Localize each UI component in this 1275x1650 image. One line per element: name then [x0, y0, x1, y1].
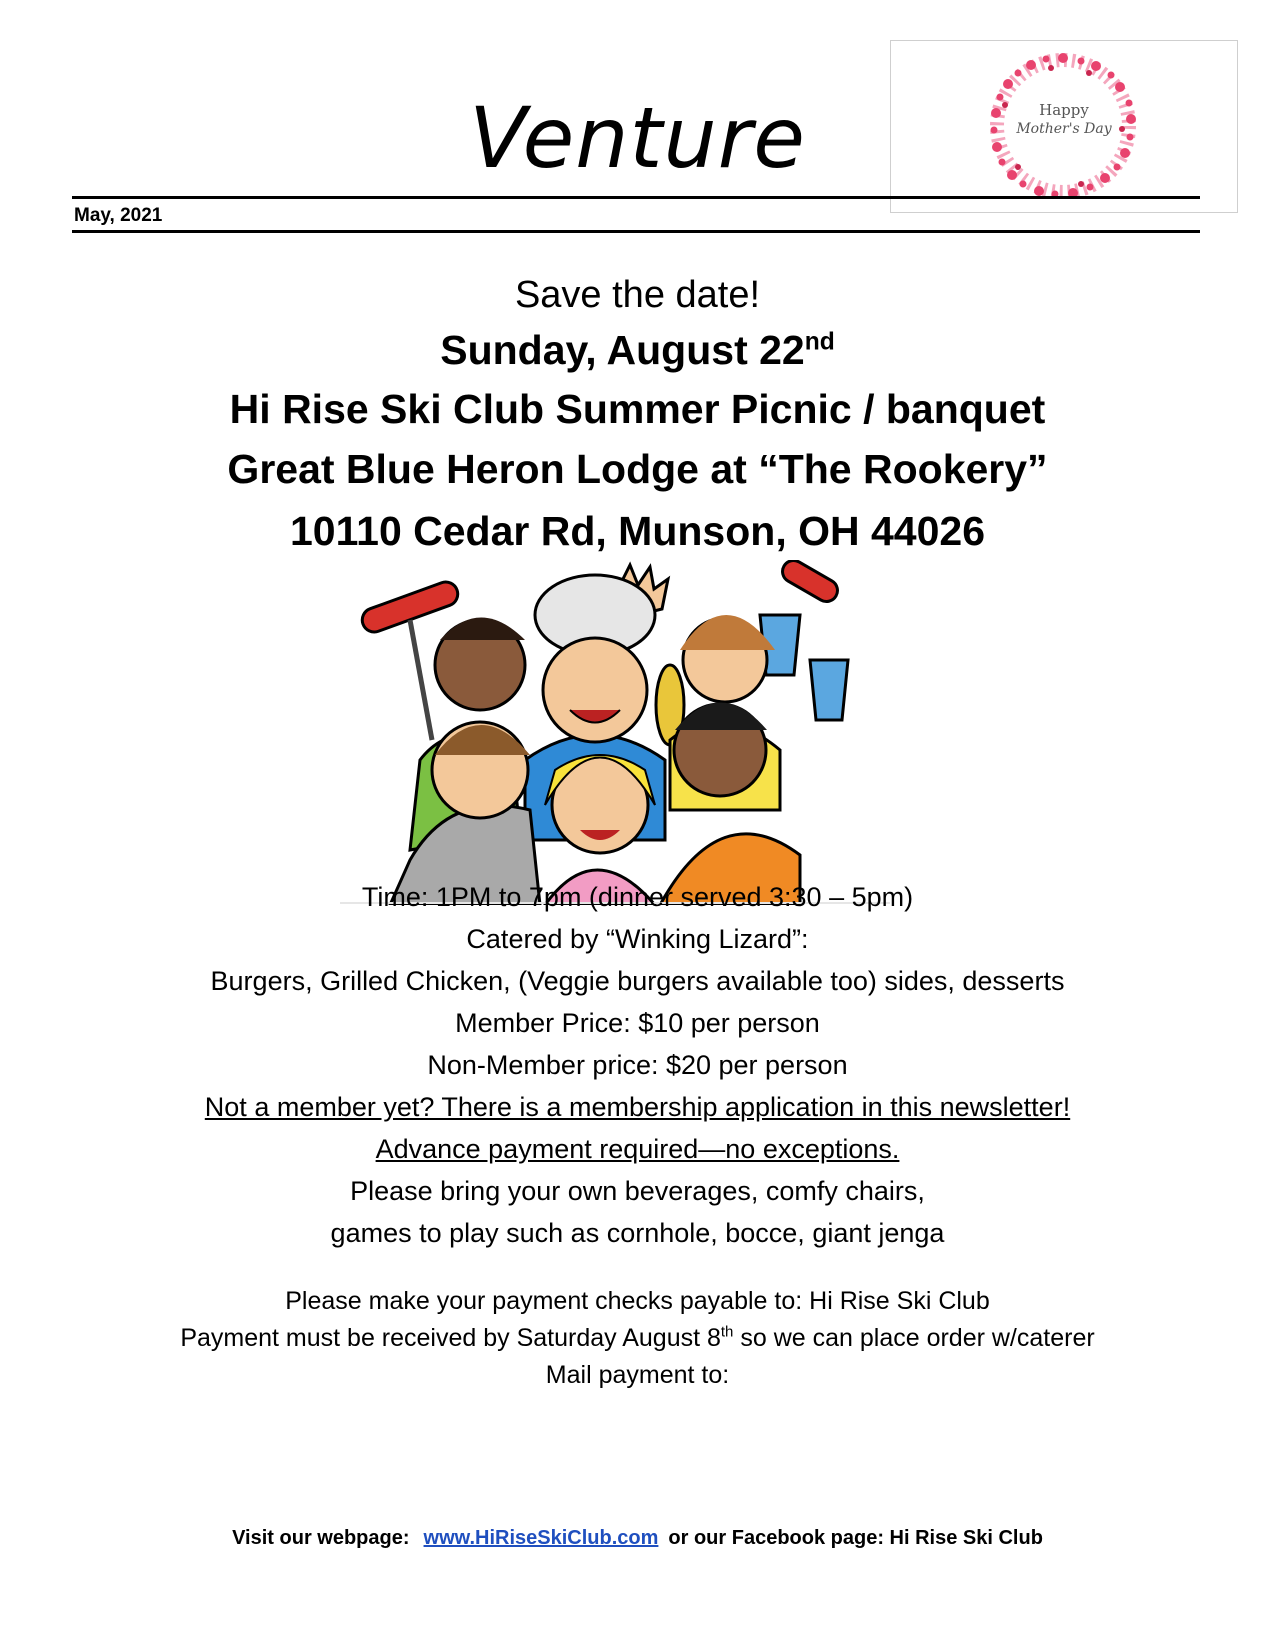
- event-address: 10110 Cedar Rd, Munson, OH 44026: [290, 508, 985, 554]
- website-link[interactable]: www.HiRiseSkiClub.com: [423, 1527, 659, 1549]
- footer: [0, 1527, 1275, 1550]
- payment-deadline-post: so we can place order w/caterer: [733, 1324, 1095, 1352]
- newsletter-title: Venture: [469, 89, 806, 187]
- event-date-main: Sunday, August 22: [440, 327, 805, 373]
- caterer: Catered by “Winking Lizard”:: [466, 924, 809, 954]
- header-rule-top: [72, 196, 1200, 199]
- badge-line-2: Mother's Day: [1016, 121, 1112, 137]
- picnic-people-illustration: [340, 560, 890, 905]
- issue-date: May, 2021: [74, 205, 163, 226]
- payment-deadline-suffix: th: [720, 1323, 734, 1341]
- footer-visit-label: Visit our webpage:: [232, 1527, 410, 1549]
- mail-payment: Mail payment to:: [545, 1361, 730, 1389]
- member-price: Member Price: $10 per person: [455, 1008, 820, 1038]
- event-time: Time: 1PM to 7pm (dinner served 3:30 – 5pm): [361, 882, 914, 912]
- nonmember-price: Non-Member price: $20 per person: [427, 1050, 848, 1080]
- event-name: Hi Rise Ski Club Summer Picnic / banquet: [229, 386, 1046, 432]
- menu: Burgers, Grilled Chicken, (Veggie burgers available too) sides, desserts: [210, 966, 1065, 996]
- payment-checks: Please make your payment checks payable to: Hi Rise Ski Club: [285, 1287, 990, 1315]
- event-date: [0, 325, 1275, 375]
- header-rule-bottom: [72, 230, 1200, 233]
- footer-facebook: or our Facebook page: Hi Rise Ski Club: [668, 1527, 1043, 1549]
- save-the-date: Save the date!: [514, 274, 761, 316]
- badge-line-1: Happy: [1039, 101, 1089, 119]
- bring-items-line-2: games to play such as cornhole, bocce, giant jenga: [330, 1218, 945, 1248]
- bring-items-line-1: Please bring your own beverages, comfy chairs,: [350, 1176, 925, 1206]
- payment-deadline-pre: Payment must be received by Saturday August 8: [180, 1324, 721, 1352]
- mothers-day-badge: [890, 40, 1238, 213]
- advance-payment-note: Advance payment required—no exceptions.: [375, 1134, 900, 1164]
- event-date-suffix: nd: [804, 328, 835, 356]
- membership-note: Not a member yet? There is a membership application in this newsletter!: [204, 1092, 1071, 1122]
- event-venue: Great Blue Heron Lodge at “The Rookery”: [227, 446, 1048, 492]
- payment-deadline: [0, 1322, 1275, 1354]
